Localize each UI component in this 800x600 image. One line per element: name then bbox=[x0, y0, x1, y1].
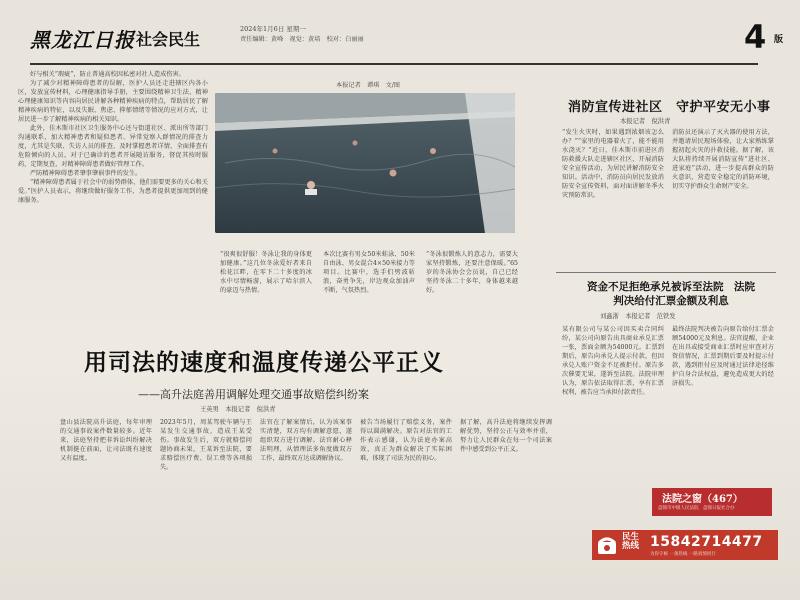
photo-illustration bbox=[215, 93, 515, 233]
article-column: 最终法院判决被告向原告给付汇票金额54000元及利息。法官提醒，企业在出具或接受商业汇票时应审查对方资信情况，汇票到期后要及时提示付款，遇到拒付应及时通过法律途径维护自身合法权益，避免造成更大的经济损失。 bbox=[672, 326, 774, 387]
article-column: 被告当场履行了赔偿义务，案件得以圆满解决。原告对法官的工作表示感谢，认为法庭办案高效，真正为群众解决了实际困难，体现了司法为民的初心。 bbox=[360, 419, 452, 462]
section-name: 社会民生 bbox=[136, 30, 201, 49]
paragraph: 严防精神障碍患者肇事肇祸事件的发生。 bbox=[30, 170, 142, 177]
hotline-number: 15842714477 bbox=[650, 534, 763, 550]
photo-credit: 本报记者 谭琪 文/图 bbox=[336, 82, 400, 89]
paragraph: 好与相关“瑕疵”，防止普通高校因私密对社人造成伤害。 bbox=[30, 71, 185, 78]
caption-column: 本次比赛有男女50米蛙泳、50米自由泳、男女混合4×50米接力等项目。比赛中，选手们劈波斩浪，奋勇争先，岸边观众加油声不断，气氛热烈。 bbox=[323, 251, 415, 294]
page-number-label: 版 bbox=[774, 35, 784, 45]
article-column: 消防员还演示了灭火器的使用方法，并邀请居民现场体验，让大家熟练掌握初起火灾的扑救技能。据了解，该大队将持续开展消防宣传“进社区、进家庭”活动，进一步提高群众的防火意识，营造安全稳定的消防环境，切实守护群众生命财产安全。 bbox=[672, 129, 774, 190]
column-subtitle: 盘锦市中级人民法院 盘锦日报社合办 bbox=[658, 506, 735, 511]
article-column: “发生火灾时，如果遇到浓烟该怎么办？”“家里的电器着火了，能不能用水浇灭？”近日，佳木斯市前进区消防救援大队走进辖区社区，开展消防安全宣传活动，为居民讲解消防安全知识。活动中，消防员向居民发放消防安全宣传资料，面对面讲解冬季火灾预防常识。 bbox=[562, 129, 664, 199]
editor-credits: 责任编辑：黄峰 视觉：黄培 校对：白丽丽 bbox=[240, 36, 364, 43]
fire-article-byline: 本报记者 倪洪青 bbox=[620, 118, 671, 125]
page-number: 4 bbox=[744, 18, 767, 56]
masthead bbox=[22, 18, 782, 64]
column-name: 法院之窗（467） bbox=[662, 494, 743, 505]
issue-date: 2024年1月6日 星期一 bbox=[240, 25, 306, 33]
winter-swimming-photo bbox=[215, 93, 515, 233]
main-article-body bbox=[60, 418, 554, 594]
article-column: 2023年5月，周某驾驶车辆与王某发生交通事故，造成王某受伤。事故发生后，双方就赔偿问题协商未果，王某诉至法院，要求赔偿医疗费、误工费等各项损失。 bbox=[160, 419, 252, 471]
left-column-article bbox=[18, 70, 208, 332]
fire-article-title: 消防宣传进社区 守护平安无小事 bbox=[568, 100, 771, 115]
court-article-title: 资金不足拒绝承兑被诉至法院 法院判决给付汇票金额及利息 bbox=[587, 281, 755, 307]
article-column: 某有限公司与某公司因买卖合同纠纷，某公司向原告出具商业承兑汇票一张，票面金额为54000元。汇票到期后，原告向承兑人提示付款，但因承兑人账户资金不足被拒付。原告多次催要无果，遂诉至法院。法院审理认为，原告依法取得汇票，享有汇票权利，被告应当承担付款责任。 bbox=[562, 326, 664, 396]
court-article-byline: 刘鑫浙 本报记者 范铁发 bbox=[600, 313, 676, 320]
article-column: 盘山县法院高升法庭，每年审理的交通事故案件数量较多。近年来，法庭坚持把非诉讼纠纷解决机制挺在前面，让司法既有速度又有温度。 bbox=[60, 419, 152, 462]
divider bbox=[556, 272, 776, 273]
paper-name: 黑龙江日报 bbox=[30, 28, 135, 52]
paragraph: “精神障碍患者属于社会中的弱势群体，他们需要更多的关心和关爱。”医护人员表示，将继续做好服务工作，为患者提供更加周到的健康服务。 bbox=[18, 179, 208, 204]
hotline-banner bbox=[592, 530, 778, 560]
main-article-subtitle: ——高升法庭善用调解处理交通事故赔偿纠纷案 bbox=[138, 388, 369, 401]
article-column: 据了解，高升法庭将继续发挥调解优势，坚持公正与效率并重，努力让人民群众在每一个司法案件中感受到公平正义。 bbox=[460, 419, 552, 453]
main-article-title: 用司法的速度和温度传递公平正义 bbox=[84, 349, 444, 376]
paragraph: 为了减少对精神障碍患者的误解，医护人员还走进辖区内各小区，发放宣传材料，心理健康指导手册，主要围绕精神卫生法、精神心理健康知识等内容向居民讲解各种精神疾病的特点，帮助居民了解精神疾病的特征，以及失眠、焦虑、抑郁情绪等情况的应对方式，让居民进一步了解精神疾病的相关知识。 bbox=[18, 80, 208, 123]
hotline-slogan: 为你守候 一条热线 一路真情同行 bbox=[650, 552, 716, 557]
photo-block bbox=[215, 80, 521, 233]
paragraph: 此外，佳木斯市社区卫生服务中心还与街道社区、派出所等部门沟通联系，加大精神患者和疑似患者、异常觉察人群情况的排查力度，尤其是失联、失访人员的排查，及时掌握患者详情，全面排查有危险倾向的人员，对于已确诊的患者开展随访服务，督促其按时服药，定期复查，对精神障碍患者做好管理工作。 bbox=[18, 125, 208, 168]
main-article-byline: 王英男 本报记者 倪洪青 bbox=[200, 406, 276, 413]
photo-captions bbox=[220, 250, 520, 336]
article-column: 法官在了解案情后，认为该案事实清楚，双方均有调解意愿，遂组织双方进行调解。法官耐心释法明理，从情理法多角度做双方工作，最终双方达成调解协议。 bbox=[260, 419, 352, 462]
phone-icon bbox=[596, 534, 618, 556]
hotline-label: 民生热线 bbox=[622, 532, 640, 551]
fire-article-body bbox=[562, 128, 774, 266]
column-box bbox=[652, 488, 772, 516]
masthead-rule bbox=[30, 63, 758, 65]
caption-column: “很爽很舒服！冬泳让我的身体更加健康。”这几位冬泳爱好者来自松花江畔，在零下二十多度的冰水中尽情畅游，展示了哈尔滨人的豪迈与热情。 bbox=[220, 251, 312, 294]
caption-column: “冬泳很锻炼人的意志力，需要大家坚持锻炼，还要注意保暖。”65岁的冬泳协会会员说，自己已经坚持冬泳二十多年，身体越来越好。 bbox=[426, 251, 518, 294]
